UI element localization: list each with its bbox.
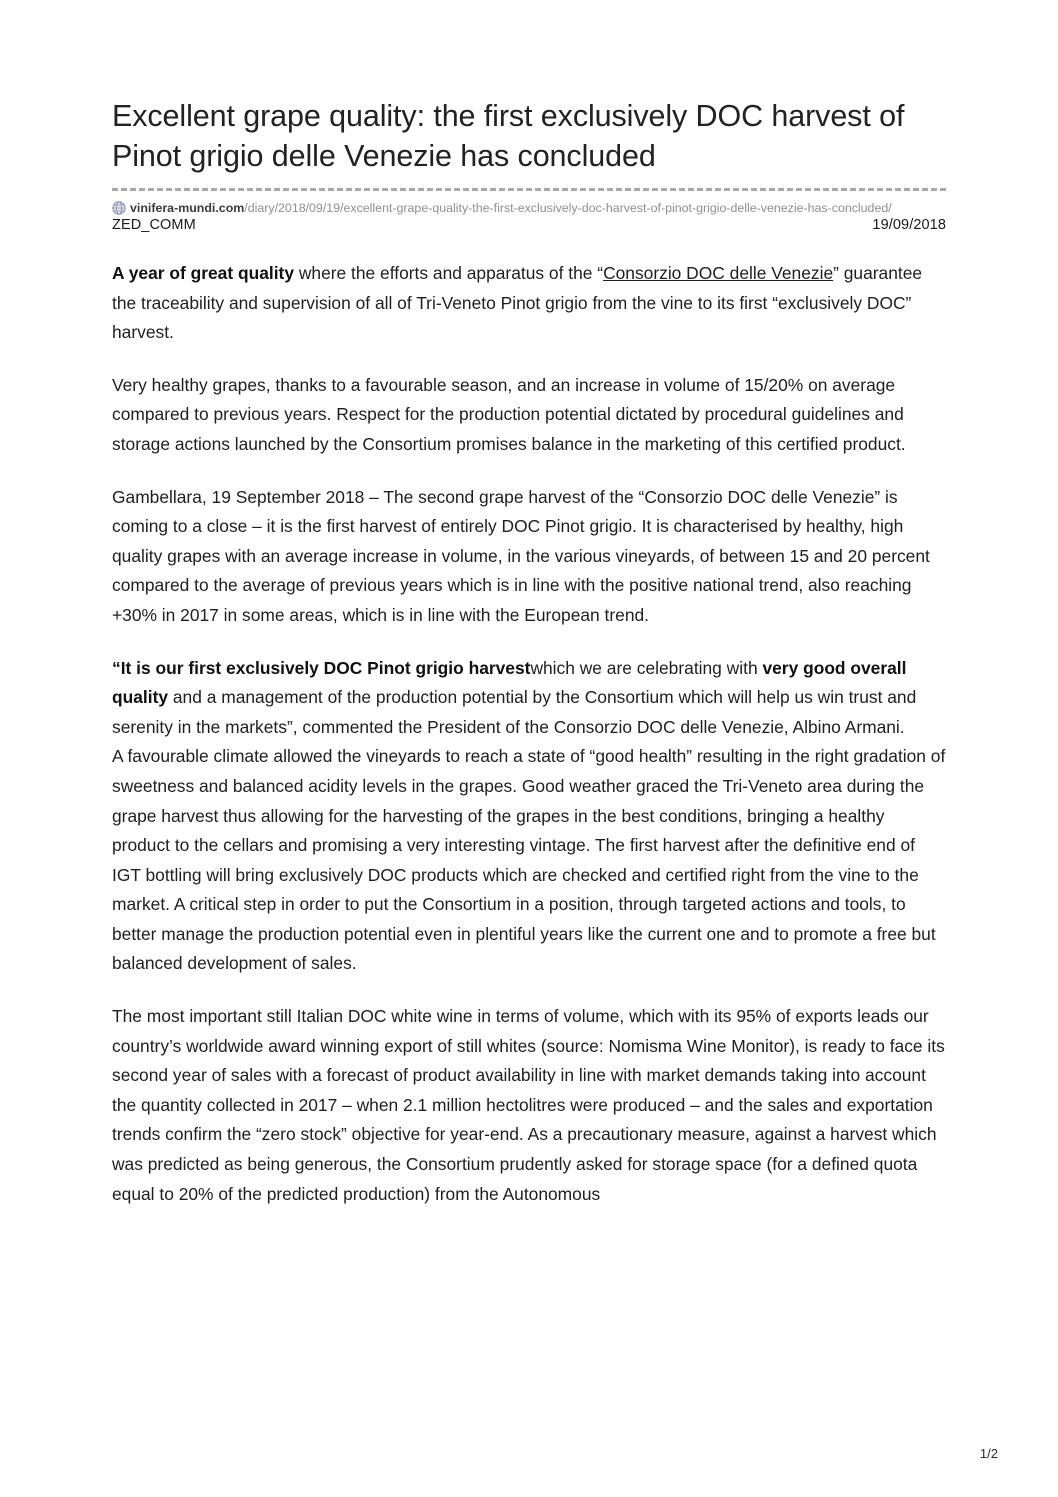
paragraph-1-lead: A year of great quality xyxy=(112,263,295,283)
consorzio-link[interactable]: Consorzio DOC delle Venezie xyxy=(603,263,834,283)
quote-text-a: which we are celebrating with xyxy=(530,657,763,678)
url-domain: vinifera-mundi.com xyxy=(130,201,245,215)
article-meta xyxy=(112,217,946,233)
quote-bold-quality: very good overall quality xyxy=(112,657,907,708)
source-label: ZED_COMM xyxy=(112,217,196,233)
quote-text-b: and a management of the production potential by the Consortium which will help us win trust and serenity in the markets”, commented the President of the Consorzio DOC delle Venezie, Albino Armani. xyxy=(112,687,917,737)
publish-date: 19/09/2018 xyxy=(872,217,946,233)
header-divider xyxy=(112,188,946,191)
page-content xyxy=(112,96,946,1209)
paragraph-4-continuation: A favourable climate allowed the vineyards to reach a state of “good health” resulting in the right gradation of sweetness and balanced acidity levels in the grapes. Good weather graced the Tri-Veneto area during the grape harvest thus allowing for the harvesting of the grapes in the best conditions, bringing a healthy product to the cellars and promising a very interesting vintage. The first harvest after the definitive end of IGT bottling will bring exclusively DOC products which are checked and certified right from the vine to the market. A critical step in order to put the Consortium in a position, through targeted actions and tools, to better manage the production potential even in plentiful years like the current one and to promote a free but balanced development of sales. xyxy=(112,746,946,974)
paragraph-3: Gambellara, 19 September 2018 – The second grape harvest of the “Consorzio DOC delle Venezie” is coming to a close – it is the first harvest of entirely DOC Pinot grigio. It is characterised by healthy, high quality grapes with an average increase in volume, in the various vineyards, of between 15 and 20 percent compared to the average of previous years which is in line with the positive national trend, also reaching +30% in 2017 in some areas, which is in line with the European trend. xyxy=(112,486,930,625)
paragraph-2: Very healthy grapes, thanks to a favourable season, and an increase in volume of 15/20% on average compared to previous years. Respect for the production potential dictated by procedural guidelines and storage actions launched by the Consortium promises balance in the marketing of this certified product. xyxy=(112,374,906,454)
url-path: /diary/2018/09/19/excellent-grape-quality-the-first-exclusively-doc-harvest-of-pinot-grigio-delle-venezie-has-concluded/ xyxy=(244,201,892,215)
paragraph-1 xyxy=(112,259,946,348)
page-number: 1/2 xyxy=(979,1446,998,1461)
paragraph-5: The most important still Italian DOC white wine in terms of volume, which with its 95% of exports leads our country’s worldwide award winning export of still whites (source: Nomisma Wine Monitor), is ready to face its second year of sales with a forecast of product availability in line with market demands taking into account the quantity collected in 2017 – when 2.1 million hectolitres were produced – and the sales and exportation trends confirm the “zero stock” objective for year-end. As a precautionary measure, against a harvest which was predicted as being generous, the Consortium prudently asked for storage space (for a defined quota equal to 20% of the predicted production) from the Autonomous xyxy=(112,1006,945,1204)
quote-bold-lead: “It is our first exclusively DOC Pinot grigio harvest xyxy=(112,657,531,678)
page-title: Excellent grape quality: the first exclusively DOC harvest of Pinot grigio delle Venezie has concluded xyxy=(112,99,905,173)
globe-icon xyxy=(112,201,126,215)
source-url-row[interactable] xyxy=(112,200,946,216)
article-body xyxy=(112,259,946,1209)
paragraph-1-text-b: ” guarantee the traceability and supervision of all of Tri-Veneto Pinot grigio from the vine to its first “exclusively DOC” harvest. xyxy=(112,263,923,343)
paragraph-1-text-a: where the efforts and apparatus of the “ xyxy=(294,263,604,283)
paragraph-4 xyxy=(112,654,946,980)
